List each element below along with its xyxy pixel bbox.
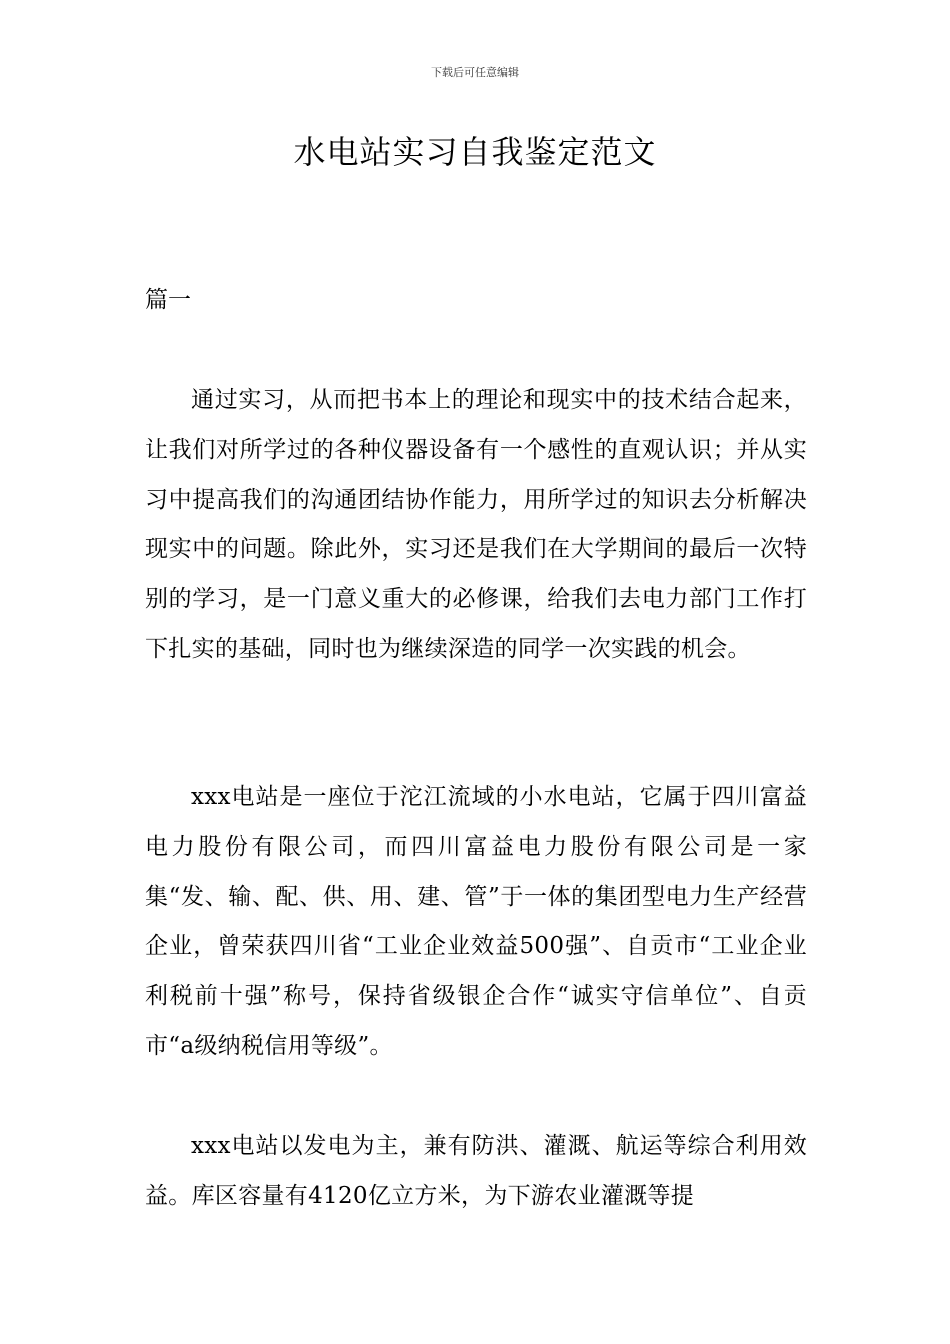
paragraph-2: xxx电站是一座位于沱江流域的小水电站，它属于四川富益电力股份有限公司，而四川富益电力股份有限公司是一家集“发、输、配、供、用、建、管”于一体的集团型电力生产经营企业，曾荣获四川省“工业企业效益500强”、自贡市“工业企业利税前十强”称号，保持省级银企合作“诚实守信单位”、自贡市“a级纳税信用等级”。 (145, 784, 807, 1059)
paragraph-3: xxx电站以发电为主，兼有防洪、灌溉、航运等综合利用效益。库区容量有4120亿立方米，为下游农业灌溉等提 (145, 1133, 807, 1209)
document-title: 水电站实习自我鉴定范文 (293, 133, 657, 171)
paragraph-1: 通过实习，从而把书本上的理论和现实中的技术结合起来，让我们对所学过的各种仪器设备有一个感性的直观认识；并从实习中提高我们的沟通团结协作能力，用所学过的知识去分析解决现实中的问题。除此外，实习还是我们在大学期间的最后一次特别的学习，是一门意义重大的必修课，给我们去电力部门工作打下扎实的基础，同时也为继续深造的同学一次实践的机会。 (145, 387, 807, 662)
header-note: 下载后可任意编辑 (431, 66, 519, 79)
section-label: 篇一 (145, 287, 191, 313)
